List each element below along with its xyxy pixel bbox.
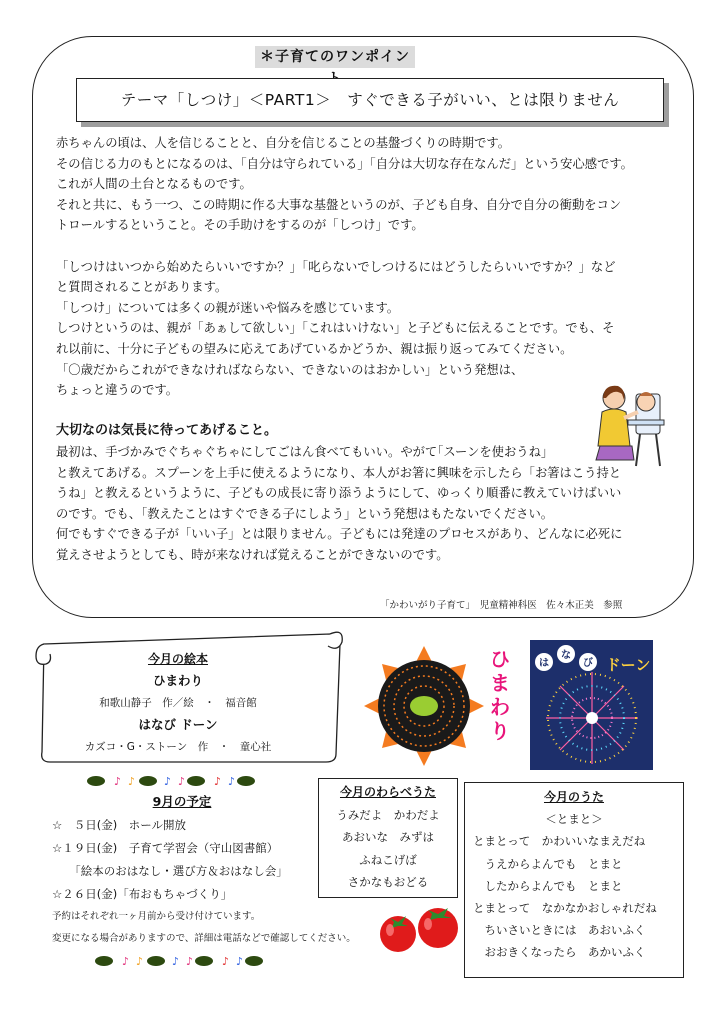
article-line: 「〇歳だからこれができなければならない、できないのはおかしい」という発想は、 xyxy=(56,362,524,377)
article-line: れ以前に、十分に子どもの望みに応えてあげているかどうか、親は振り返ってみてください。 xyxy=(56,341,573,356)
svg-text:♪: ♪ xyxy=(114,775,122,788)
schedule-item: ☆ ５日(金) ホール開放 xyxy=(52,818,187,832)
paragraph-gap xyxy=(56,236,676,257)
schedule-note: 変更になる場合がありますので、詳細は電話などで確認してください。 xyxy=(52,933,356,944)
sunflower-cover-title-3: わ xyxy=(490,695,510,719)
article-line: 何でもすぐできる子が「いい子」とは限りません。子どもには発達のプロセスがあり、どんなに必死に xyxy=(56,527,623,542)
sunflower-cover-title-1: ひ xyxy=(490,647,510,671)
warabeuta-line: あおいな みずは xyxy=(342,830,434,844)
warabeuta-line: ふねこげば xyxy=(359,852,417,867)
fireworks-cover-title: ドーン xyxy=(605,656,651,674)
book-credit: カズコ・G・ストーン 作 ・ 童心社 xyxy=(84,741,272,753)
schedule-note: 予約はそれぞれ一ヶ月前から受け付けています。 xyxy=(52,911,261,922)
article-line: これが人間の土台となるものです。 xyxy=(56,177,252,192)
article-line: 覚えさせようとしても、時が来なければ覚えることができないのです。 xyxy=(56,547,449,562)
sunflower-book-cover xyxy=(362,640,510,768)
article-line: と教えてあげる。スプーンを上手に使えるようになり、本人がお箸に興味を示したら「お箸はこう持と xyxy=(56,465,622,480)
book-title: はなび ドーン xyxy=(138,717,218,732)
song-line: とまとって かわいいなまえだね xyxy=(473,834,646,849)
picture-book-list xyxy=(48,648,308,758)
warabeuta-line: さかなもおどる xyxy=(347,875,429,889)
song-box xyxy=(464,782,684,978)
citation: 「かわいがり子育て」 児童精神科医 佐々木正美 参照 xyxy=(380,600,623,611)
article-line: しつけというのは、親が「あぁして欲しい」「これはいけない」と子どもに伝えることです。でも、そ xyxy=(56,321,615,336)
article-line: 最初は、手づかみでぐちゃぐちゃにしてごはん食べてもいい。やがて｢スーンを使おうね」 xyxy=(56,444,554,459)
fireworks-cover-char: び xyxy=(583,658,593,669)
schedule-item: 「絵本のおはなし・選び方＆おはなし会」 xyxy=(52,864,288,878)
article-line: 「しつけ」については多くの親が迷いや悩みを感じています。 xyxy=(56,300,400,315)
song-line: おおきくなったら あかいふく xyxy=(473,945,646,960)
svg-text:♪: ♪ xyxy=(172,955,180,968)
picture-book-heading: 今月の絵本 xyxy=(147,652,208,666)
fireworks-cover-char: は xyxy=(539,658,549,669)
article-line: トロールするということ。その手助けをするのが「しつけ」です。 xyxy=(56,218,424,233)
book-title: ひまわり xyxy=(152,673,203,688)
sunflower-cover-title-4: り xyxy=(490,719,510,743)
article-line: 赤ちゃんの頃は、人を信じることと、自分を信じることの基盤づくりの時期です。 xyxy=(56,136,511,150)
article-line: と質問されることがあります。 xyxy=(56,280,228,295)
article-line: 「しつけはいつから始めたらいいですか？」「叱らないでしつけるにはどうしたらいいですか？」など xyxy=(56,259,616,274)
mother-baby-illustration xyxy=(592,376,668,468)
svg-text:♪: ♪ xyxy=(186,955,194,968)
bugs-decoration xyxy=(84,770,264,790)
svg-text:♪: ♪ xyxy=(136,955,144,968)
song-line: ちいさいときには あおいふく xyxy=(473,923,646,938)
song-line: うえからよんでも とまと xyxy=(473,856,623,871)
schedule-item: ☆１９日(金) 子育て学習会（守山図書館） xyxy=(52,841,279,855)
schedule-item: ☆２６日(金)「布おもちゃづくり」 xyxy=(52,887,233,901)
svg-text:♪: ♪ xyxy=(178,775,186,788)
paragraph-gap xyxy=(56,401,676,422)
article-line: それと共に、もう一つ、この時期に作る大事な基盤というのが、子ども自身、自分で自分の衝動をコン xyxy=(56,197,622,212)
fireworks-cover-char: な xyxy=(561,650,571,661)
warabeuta-line: うみだよ かわだよ xyxy=(336,807,440,822)
svg-text:♪: ♪ xyxy=(128,775,136,788)
tomato-illustration xyxy=(376,900,466,956)
svg-text:♪: ♪ xyxy=(236,955,244,968)
song-line: とまとって なかなかおしゃれだね xyxy=(473,901,657,916)
song-line: したからよんでも とまと xyxy=(473,878,623,893)
svg-text:♪: ♪ xyxy=(214,775,222,788)
book-credit: 和歌山静子 作／絵 ・ 福音館 xyxy=(99,697,257,709)
song-heading: 今月のうた xyxy=(543,790,604,804)
warabeuta-heading: 今月のわらべうた xyxy=(339,785,436,799)
sunflower-cover-title-2: ま xyxy=(490,671,510,695)
article-emphasis: 大切なのは気長に待ってあげること。 xyxy=(56,423,278,439)
svg-text:♪: ♪ xyxy=(164,775,172,788)
svg-text:♪: ♪ xyxy=(122,955,130,968)
song-subtitle: ＜とまと＞ xyxy=(545,812,603,827)
section-tag: ＊子育てのワンポイン xyxy=(255,46,415,68)
theme-title: テーマ「しつけ」＜PART1＞ すぐできる子がいい、とは限りません xyxy=(76,78,664,122)
fireworks-book-cover xyxy=(530,640,653,770)
article-body xyxy=(56,133,676,565)
article-line: のです。でも、｢教えたことはすぐできる子にしよう」という発想はもたないでください。 xyxy=(56,506,554,521)
schedule-heading: 9月の予定 xyxy=(152,794,212,809)
article-line: うね」と教えるというように、子どもの成長に寄り添うようにして、ゆっくり順番に教えていけばいい xyxy=(56,486,622,501)
svg-text:♪: ♪ xyxy=(228,775,236,788)
article-line: その信じる力のもとになるのは、｢自分は守られている｣「自分は大切な存在なんだ」という安心感です。 xyxy=(56,156,633,171)
svg-text:♪: ♪ xyxy=(222,955,230,968)
article-line: ちょっと違うのです。 xyxy=(56,383,178,398)
bugs-decoration xyxy=(92,950,272,970)
warabeuta-box xyxy=(318,778,458,898)
